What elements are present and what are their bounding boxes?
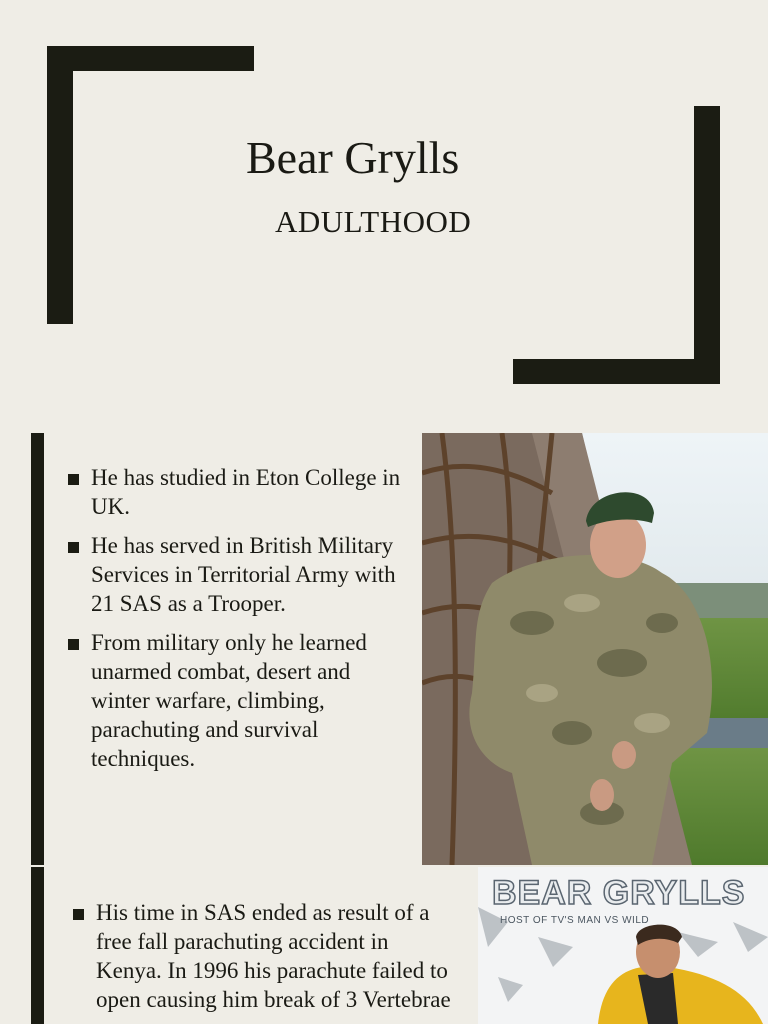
book-title: BEAR GRYLLS xyxy=(492,874,746,912)
bullet-list xyxy=(68,463,408,783)
square-bullet-icon xyxy=(73,909,84,920)
frame-top-left-horizontal xyxy=(47,46,254,71)
bullet-text: His time in SAS ended as result of a free fall parachuting accident in Kenya. In 1996 his parachute failed to open causing him break of 3 Vertebrae xyxy=(96,900,451,1012)
square-bullet-icon xyxy=(68,639,79,650)
bullet-item xyxy=(68,531,408,618)
bullet-item xyxy=(73,898,458,1014)
slide-subtitle: ADULTHOOD xyxy=(275,204,472,239)
bullet-text: He has studied in Eton College in UK. xyxy=(91,465,401,519)
slide-left-accent-bar xyxy=(31,867,44,1024)
bullet-text: He has served in British Military Services in Territorial Army with 21 SAS as a Trooper. xyxy=(91,533,396,616)
slide-title: Bear Grylls xyxy=(246,132,460,183)
square-bullet-icon xyxy=(68,542,79,553)
bullet-item xyxy=(68,463,408,521)
book-cover xyxy=(478,867,768,1024)
soldier-photo xyxy=(422,433,768,865)
bullet-item xyxy=(68,628,408,773)
frame-bottom-right-vertical xyxy=(694,106,720,384)
book-tagline: HOST OF TV'S MAN VS WILD xyxy=(500,915,650,926)
bullet-list xyxy=(73,898,458,1024)
frame-bottom-right-horizontal xyxy=(513,359,720,384)
slide-left-accent-bar xyxy=(31,433,44,865)
bullet-text: From military only he learned unarmed combat, desert and winter warfare, climbing, parachuting and survival techniques. xyxy=(91,630,367,771)
square-bullet-icon xyxy=(68,474,79,485)
frame-top-left-vertical xyxy=(47,46,73,324)
